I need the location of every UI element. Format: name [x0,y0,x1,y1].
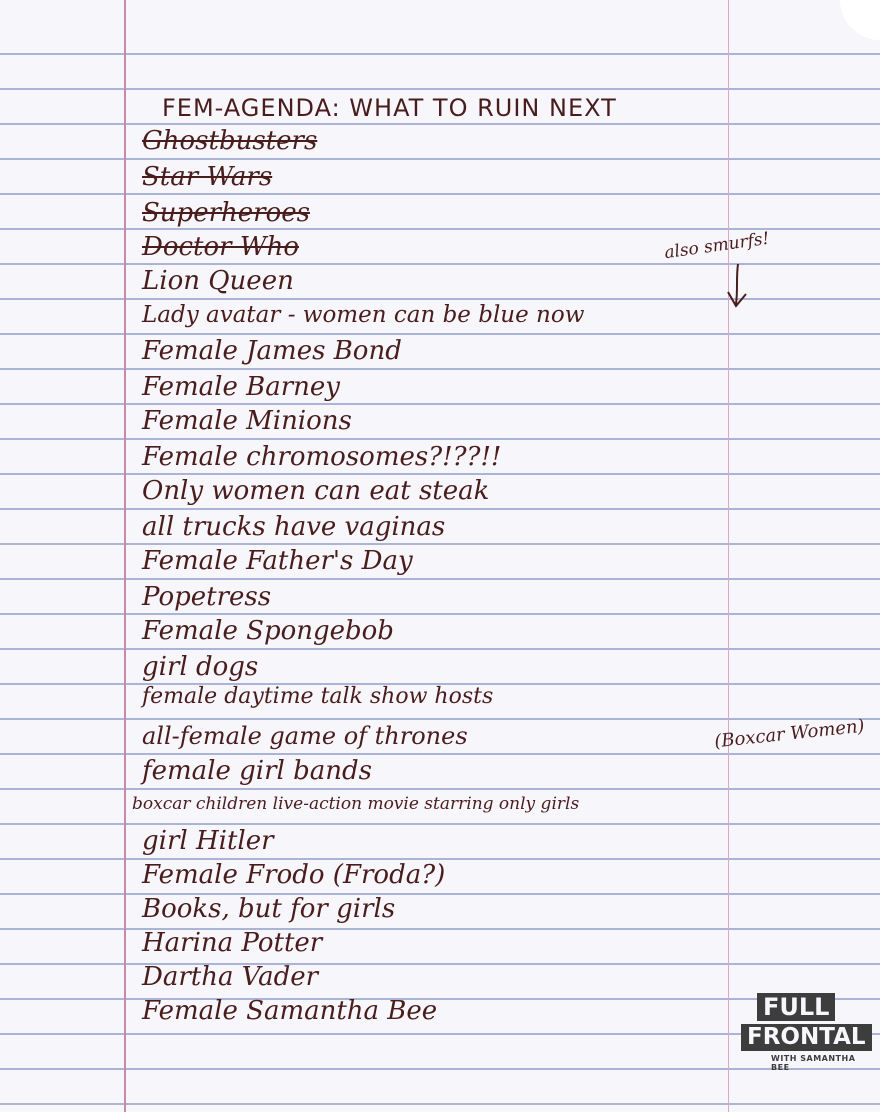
smurfs-note: also smurfs! [663,228,771,264]
list-item: Female Barney [142,372,340,402]
list-item: Female Father's Day [142,546,413,576]
list-item: Books, but for girls [142,894,396,924]
list-item: Female James Bond [142,336,402,366]
list-item: girl dogs [142,652,259,682]
logo-line-frontal: FRONTAL [741,1024,872,1051]
list-item: Popetress [142,582,272,612]
logo-line-full: FULL [757,993,835,1021]
list-item: girl Hitler [142,826,274,856]
list-item: Dartha Vader [142,962,319,992]
list-item: Female Spongebob [142,616,394,646]
right-margin-line [728,0,729,1112]
list-item: Female Minions [142,406,352,436]
list-item: boxcar children live-action movie starring only girls [132,794,580,814]
arrow-down-icon [724,262,750,310]
list-item: Lady avatar - women can be blue now [142,302,585,328]
list-item: Star Wars [142,162,273,192]
logo-line-host: WITH SAMANTHA BEE [771,1054,856,1072]
boxcar-note: (Boxcar Women) [713,715,866,753]
list-item: Doctor Who [142,232,299,262]
list-item: Ghostbusters [142,126,318,156]
list-title: FEM-AGENDA: WHAT TO RUIN NEXT [162,94,617,122]
list-item: Female Frodo (Froda?) [142,860,446,890]
list-item: Harina Potter [142,928,323,958]
list-item: all-female game of thrones [142,722,468,750]
list-item: female daytime talk show hosts [142,684,494,709]
list-item: female girl bands [142,756,372,786]
show-logo [741,993,869,1072]
page-corner [840,0,880,40]
list-item: Only women can eat steak [142,476,490,506]
list-item: Female chromosomes?!??!! [142,442,502,472]
list-item: Superheroes [142,198,310,228]
list-item: Lion Queen [142,266,294,296]
list-item: Female Samantha Bee [142,996,438,1026]
list-item: all trucks have vaginas [142,512,446,542]
left-margin-line [124,0,126,1112]
